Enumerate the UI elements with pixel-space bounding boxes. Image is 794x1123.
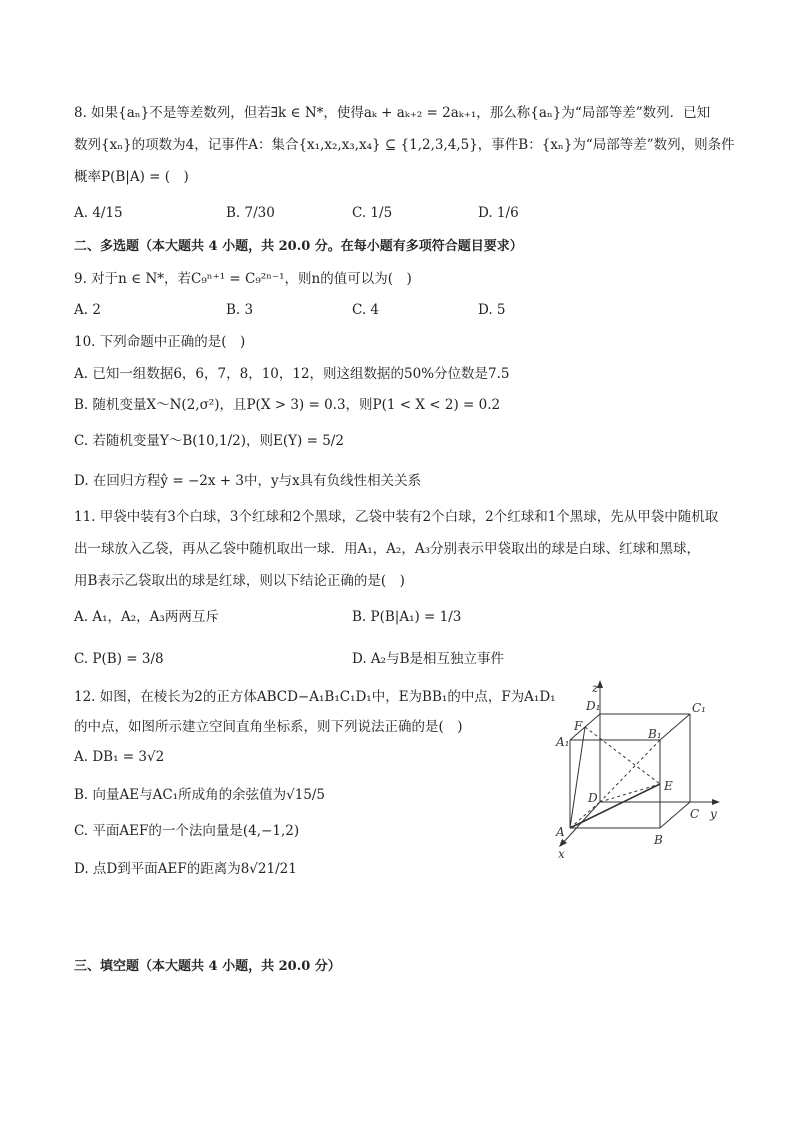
label-y: y	[710, 807, 717, 821]
q12-option-b: B. 向量AE与AC₁所成角的余弦值为√15/5	[74, 787, 326, 803]
q9-stem: 9. 对于n ∈ N*，若C₉ⁿ⁺¹ = C₉²ⁿ⁻¹，则n的值可以为( )	[74, 271, 412, 287]
q12-option-d: D. 点D到平面AEF的距离为8√21/21	[74, 861, 297, 877]
label-f: F	[574, 719, 583, 733]
q12-option-c: C. 平面AEF的一个法向量是(4,−1,2)	[74, 823, 300, 839]
q8-option-d: D. 1/6	[478, 205, 519, 221]
segment-af	[570, 727, 585, 828]
label-a: A	[556, 825, 565, 839]
q9-option-b: B. 3	[226, 302, 254, 318]
q8-option-b: B. 7/30	[226, 205, 275, 221]
q12-stem-line2: 的中点，如图所示建立空间直角坐标系，则下列说法正确的是( )	[74, 719, 463, 735]
y-axis-arrow-icon	[712, 799, 720, 805]
label-d: D	[588, 791, 598, 805]
label-a1: A₁	[556, 735, 570, 749]
q11-stem-line2: 出一球放入乙袋，再从乙袋中随机取出一球．用A₁，A₂，A₃分别表示甲袋取出的球是白球、红球和黑球，	[74, 541, 700, 557]
q9-option-a: A. 2	[74, 302, 101, 318]
q11-option-b: B. P(B|A₁) = 1/3	[352, 609, 462, 625]
q11-stem-line3: 用B表示乙袋取出的球是红球，则以下结论正确的是( )	[74, 573, 405, 589]
segment-ae	[570, 784, 660, 828]
edge-bc	[660, 802, 690, 828]
cube-coordinate-figure	[548, 678, 728, 863]
section-heading-fill-in: 三、填空题（本大题共 4 小题，共 20.0 分）	[74, 959, 341, 974]
q8-stem-line3: 概率P(B|A) = ( )	[74, 169, 189, 185]
q12-option-a: A. DB₁ = 3√2	[74, 749, 165, 765]
q8-option-c: C. 1/5	[352, 205, 393, 221]
label-z: z	[592, 681, 599, 695]
label-b: B	[654, 833, 663, 847]
q11-option-c: C. P(B) = 3/8	[74, 651, 164, 667]
q8-stem-line1: 8. 如果{aₙ}不是等差数列，但若∃k ∈ N*，使得aₖ + aₖ₊₂ = 2aₖ₊₁，那么称{aₙ}为“局部等差”数列．已知	[74, 105, 711, 121]
q10-option-a: A. 已知一组数据6，6，7，8，10，12，则这组数据的50%分位数是7.5	[74, 366, 510, 382]
q9-option-d: D. 5	[478, 302, 506, 318]
q11-stem-line1: 11. 甲袋中装有3个白球，3个红球和2个黑球，乙袋中装有2个白球，2个红球和1个黑球，先从甲袋中随机取	[74, 509, 719, 525]
q10-option-d: D. 在回归方程ŷ = −2x + 3中，y与x具有负线性相关关系	[74, 473, 422, 489]
q10-stem: 10. 下列命题中正确的是( )	[74, 334, 246, 350]
q11-option-d: D. A₂与B是相互独立事件	[352, 651, 505, 667]
q11-option-a: A. A₁，A₂，A₃两两互斥	[74, 609, 219, 625]
q10-option-c: C. 若随机变量Y～B(10,1/2)，则E(Y) = 5/2	[74, 433, 344, 449]
label-x: x	[558, 847, 565, 861]
q8-option-a: A. 4/15	[74, 205, 123, 221]
x-axis	[562, 802, 600, 844]
label-e: E	[664, 779, 673, 793]
edge-b1c1	[660, 714, 690, 740]
q10-option-b: B. 随机变量X～N(2,σ²)，且P(X > 3) = 0.3，则P(1 < X < 2) = 0.2	[74, 397, 501, 413]
section-heading-multiple-choice: 二、多选题（本大题共 4 小题，共 20.0 分。在每小题有多项符合题目要求）	[74, 239, 523, 254]
q12-stem-line1: 12. 如图，在棱长为2的正方体ABCD−A₁B₁C₁D₁中，E为BB₁的中点，F为A₁D₁	[74, 689, 556, 705]
q8-stem-line2: 数列{xₙ}的项数为4，记事件A：集合{x₁,x₂,x₃,x₄} ⊆ {1,2,3,4,5}，事件B：{xₙ}为“局部等差”数列，则条件	[74, 137, 735, 153]
q9-option-c: C. 4	[352, 302, 380, 318]
label-c: C	[690, 807, 700, 821]
label-c1: C₁	[692, 701, 706, 715]
label-d1: D₁	[586, 699, 601, 713]
label-b1: B₁	[648, 727, 662, 741]
